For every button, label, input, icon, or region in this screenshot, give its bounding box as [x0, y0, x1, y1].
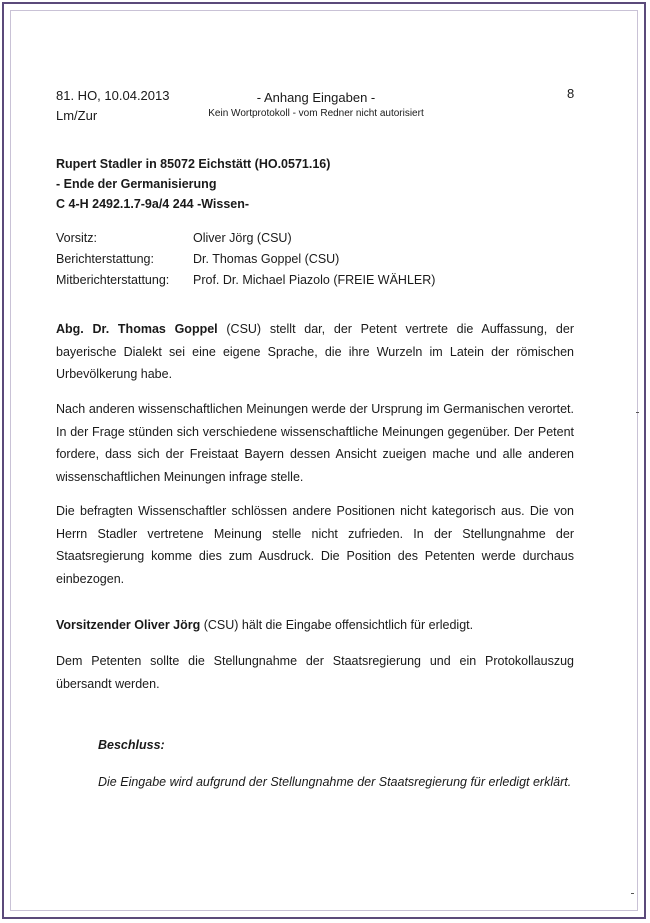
paragraph-2: Nach anderen wissenschaftlichen Meinungen werde der Ursprung im Germanischen verortet. In der Frage stünden sich verschiedene wissenschaftliche Meinungen gegenüber. Der Petent fordere, dass sich der Freistaat Bayern dessen Ansicht zueigen mache und alle anderen wissenschaftlichen Meinungen infrage stelle.: [56, 402, 574, 484]
section-title: - Anhang Eingaben -: [256, 90, 376, 105]
role-row: [56, 228, 435, 249]
role-label: Berichterstattung:: [56, 252, 154, 266]
paragraph-5: Dem Petenten sollte die Stellungnahme der Staatsregierung und ein Protokollauszug übersandt werden.: [56, 654, 574, 691]
speaker-name: Abg. Dr. Thomas Goppel: [56, 322, 218, 336]
role-person: Dr. Thomas Goppel (CSU): [193, 252, 340, 266]
paragraph-goppel: [56, 318, 574, 386]
author-code: Lm/Zur: [56, 108, 98, 123]
paragraph-3: Die befragten Wissenschaftler schlössen andere Positionen nicht kategorisch aus. Die von Herrn Stadler vertretene Meinung stelle nicht zufrieden. In der Stellungnahme der Staatsregierung komme dies zum Ausdruck. Die Position des Petenten werde durchaus einbezogen.: [56, 504, 574, 586]
beschluss-text: Die Eingabe wird aufgrund der Stellungnahme der Staatsregierung für erledigt erklärt.: [98, 775, 572, 789]
petition-line-3: C 4-H 2492.1.7-9a/4 244 -Wissen-: [56, 197, 250, 211]
beschluss-label: Beschluss:: [98, 738, 165, 752]
paragraph-joerg: [56, 614, 574, 637]
role-person: Prof. Dr. Michael Piazolo (FREIE WÄHLER): [193, 273, 436, 287]
page-number: 8: [567, 86, 575, 101]
scan-speck: [631, 893, 634, 894]
paragraph-text: (CSU) stellt dar, der Petent vertrete die Auffassung, der bayerische Dialekt sei eine eigene Sprache, die ihre Wurzeln im Latein der römischen Urbevölkerung habe.: [56, 322, 574, 381]
disclaimer: Kein Wortprotokoll - vom Redner nicht autorisiert: [208, 108, 424, 119]
role-row: [56, 270, 435, 291]
scan-speck: [636, 412, 639, 413]
petition-line-1: Rupert Stadler in 85072 Eichstätt (HO.0571.16): [56, 157, 331, 171]
roles-list: [56, 228, 435, 291]
paragraph-text: (CSU) hält die Eingabe offensichtlich für erledigt.: [200, 618, 474, 632]
role-row: [56, 249, 435, 270]
session-id: 81. HO, 10.04.2013: [56, 88, 170, 103]
role-label: Mitberichterstattung:: [56, 273, 170, 287]
role-label: Vorsitz:: [56, 231, 97, 245]
petition-line-2: - Ende der Germanisierung: [56, 177, 217, 191]
role-person: Oliver Jörg (CSU): [193, 231, 292, 245]
speaker-name: Vorsitzender Oliver Jörg: [56, 618, 201, 632]
petition-title: [56, 154, 330, 214]
